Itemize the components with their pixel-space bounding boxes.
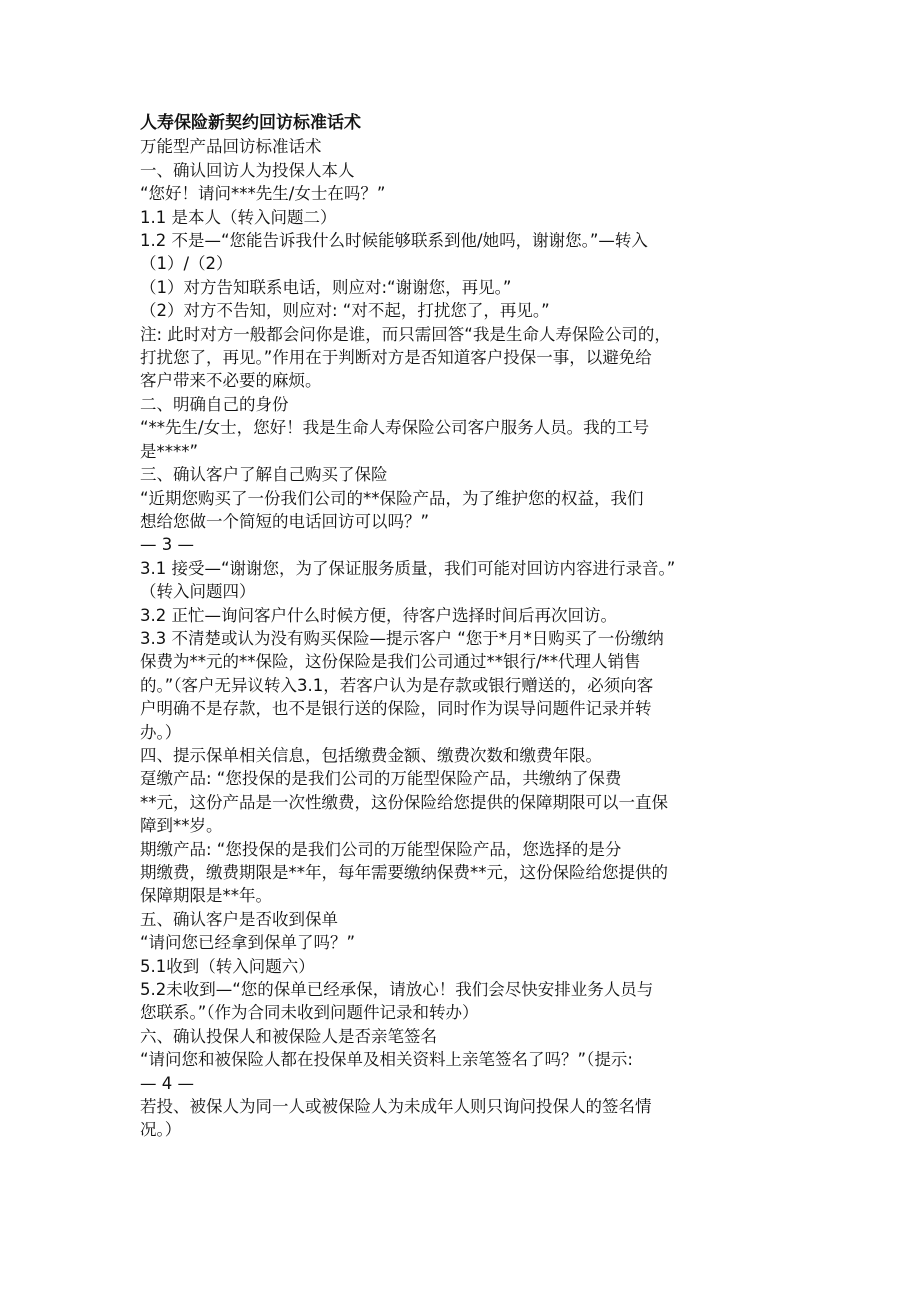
text-line: 想给您做一个简短的电话回访可以吗？” bbox=[140, 511, 430, 531]
text-line: 障到**岁。 bbox=[140, 816, 223, 836]
text-line: 期缴产品: “您投保的是我们公司的万能型保险产品，您选择的是分 bbox=[140, 839, 622, 859]
text-line: 办。） bbox=[140, 722, 182, 742]
text-line: “您好！请问***先生/女士在吗？” bbox=[140, 184, 386, 204]
document-lines bbox=[140, 135, 770, 1141]
text-line: 5.2未收到—“您的保单已经承保，请放心！我们会尽快安排业务人员与 bbox=[140, 980, 654, 1000]
text-line: 3.3 不清楚或认为没有购买保险—提示客户 “您于*月*日购买了一份缴纳 bbox=[140, 628, 664, 648]
text-line: 打扰您了，再见。”作用在于判断对方是否知道客户投保一事，以避免给 bbox=[140, 348, 652, 368]
text-line: 一、确认回访人为投保人本人 bbox=[140, 160, 355, 180]
text-line: 1.1 是本人（转入问题二） bbox=[140, 207, 337, 227]
text-line: 三、确认客户了解自己购买了保险 bbox=[140, 465, 388, 485]
text-line: 3.1 接受—“谢谢您，为了保证服务质量，我们可能对回访内容进行录音。” bbox=[140, 558, 676, 578]
text-line: “**先生/女士，您好！我是生命人寿保险公司客户服务人员。我的工号 bbox=[140, 418, 650, 438]
text-line: 5.1收到（转入问题六） bbox=[140, 956, 315, 976]
text-line: （转入问题四） bbox=[140, 582, 256, 602]
text-line: （1）/（2） bbox=[140, 254, 233, 274]
document-body bbox=[140, 112, 770, 1142]
text-line: 况。） bbox=[140, 1120, 182, 1140]
text-line: 3.2 正忙—询问客户什么时候方便，待客户选择时间后再次回访。 bbox=[140, 605, 617, 625]
document-title: 人寿保险新契约回访标准话术 bbox=[140, 113, 361, 133]
text-line: 1.2 不是—“您能告诉我什么时候能够联系到他/她吗，谢谢您。”—转入 bbox=[140, 231, 648, 251]
text-line: “请问您和被保险人都在投保单及相关资料上亲笔签名了吗？”（提示: bbox=[140, 1050, 633, 1070]
text-line: 期缴费，缴费期限是**年，每年需要缴纳保费**元，这份保险给您提供的 bbox=[140, 863, 668, 882]
page-number: — 4 — bbox=[140, 1073, 194, 1093]
text-line: 注: 此时对方一般都会问你是谁，而只需回答“我是生命人寿保险公司的， bbox=[140, 324, 671, 344]
text-line: “请问您已经拿到保单了吗？” bbox=[140, 933, 356, 953]
text-line: 万能型产品回访标准话术 bbox=[140, 137, 322, 157]
text-line: 六、确认投保人和被保险人是否亲笔签名 bbox=[140, 1026, 437, 1046]
text-line: （2）对方不告知，则应对: “对不起，打扰您了，再见。” bbox=[140, 301, 550, 321]
text-line: 户明确不是存款，也不是银行送的保险，同时作为误导问题件记录并转 bbox=[140, 699, 652, 719]
text-line: 客户带来不必要的麻烦。 bbox=[140, 371, 322, 391]
text-line: **元，这份产品是一次性缴费，这份保险给您提供的保障期限可以一直保 bbox=[140, 792, 668, 812]
text-line: 二、明确自己的身份 bbox=[140, 394, 289, 414]
text-line: 四、提示保单相关信息，包括缴费金额、缴费次数和缴费年限。 bbox=[140, 745, 602, 765]
text-line: 保障期限是**年。 bbox=[140, 886, 272, 906]
text-line: 您联系。”（作为合同未收到问题件记录和转办） bbox=[140, 1003, 479, 1023]
text-line: 保费为**元的**保险，这份保险是我们公司通过**银行/**代理人销售 bbox=[140, 652, 641, 672]
text-line: “近期您购买了一份我们公司的**保险产品，为了维护您的权益，我们 bbox=[140, 488, 644, 508]
text-line: 若投、被保人为同一人或被保险人为未成年人则只询问投保人的签名情 bbox=[140, 1097, 652, 1117]
text-line: 是****” bbox=[140, 441, 199, 461]
page-number: — 3 — bbox=[140, 535, 194, 555]
text-line: （1）对方告知联系电话，则应对:“谢谢您，再见。” bbox=[140, 277, 512, 297]
text-line: 的。”（客户无异议转入3.1，若客户认为是存款或银行赠送的，必须向客 bbox=[140, 675, 654, 695]
text-line: 趸缴产品: “您投保的是我们公司的万能型保险产品，共缴纳了保费 bbox=[140, 769, 622, 789]
text-line: 五、确认客户是否收到保单 bbox=[140, 909, 338, 929]
